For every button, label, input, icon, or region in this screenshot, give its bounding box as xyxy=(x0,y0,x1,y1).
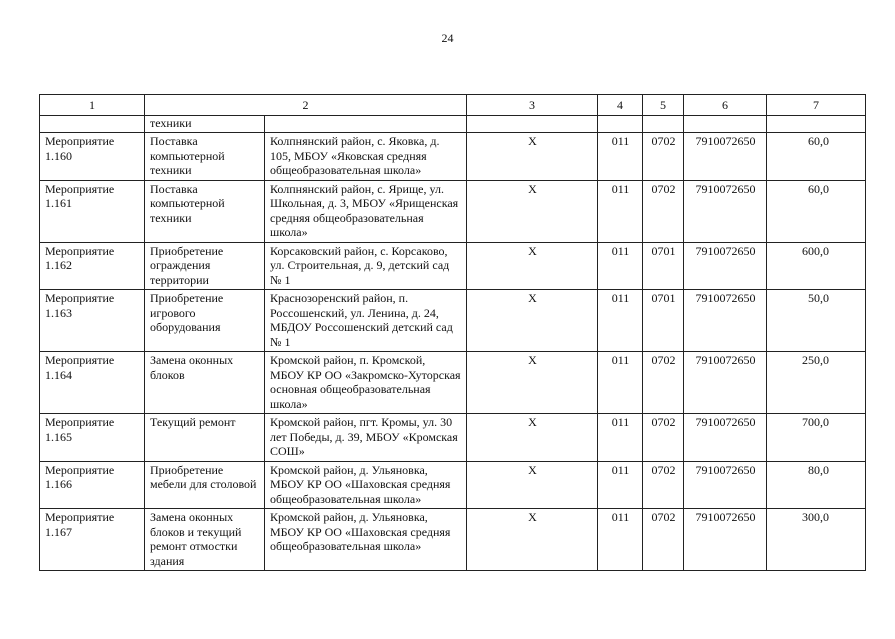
col5-cell: 0702 xyxy=(643,461,684,509)
continuation-text: техники xyxy=(145,116,265,133)
col5-cell: 0701 xyxy=(643,242,684,290)
table-row xyxy=(40,461,866,509)
event-cell: Мероприятие 1.165 xyxy=(40,414,145,462)
col4-cell: 011 xyxy=(598,242,643,290)
col5-cell: 0702 xyxy=(643,414,684,462)
location-cell: Кромской район, д. Ульяновка, МБОУ КР ОО «Шаховская средняя общеобразовательная школа» xyxy=(265,509,467,571)
header-col-7: 7 xyxy=(767,95,866,116)
page-number: 24 xyxy=(441,31,454,45)
header-col-3: 3 xyxy=(467,95,598,116)
col6-cell: 7910072650 xyxy=(684,242,767,290)
col4-cell: 011 xyxy=(598,414,643,462)
header-row xyxy=(40,95,866,116)
col7-cell: 300,0 xyxy=(767,509,866,571)
col6-cell: 7910072650 xyxy=(684,461,767,509)
col3-cell: X xyxy=(467,509,598,571)
col7-cell: 60,0 xyxy=(767,180,866,242)
event-cell: Мероприятие 1.161 xyxy=(40,180,145,242)
name-cell: Приобретение игрового оборудования xyxy=(145,290,265,352)
location-cell: Кромской район, пгт. Кромы, ул. 30 лет Победы, д. 39, МБОУ «Кромская СОШ» xyxy=(265,414,467,462)
col5-cell: 0701 xyxy=(643,290,684,352)
location-cell: Колпнянский район, с. Яковка, д. 105, МБОУ «Яковская средняя общеобразовательная школа» xyxy=(265,133,467,181)
col3-cell: X xyxy=(467,290,598,352)
col4-cell: 011 xyxy=(598,509,643,571)
col3-cell: X xyxy=(467,461,598,509)
event-cell: Мероприятие 1.167 xyxy=(40,509,145,571)
col5-cell: 0702 xyxy=(643,352,684,414)
header-col-6: 6 xyxy=(684,95,767,116)
table-row xyxy=(40,242,866,290)
col6-cell: 7910072650 xyxy=(684,414,767,462)
table-row xyxy=(40,509,866,571)
col5-cell: 0702 xyxy=(643,180,684,242)
col4-cell: 011 xyxy=(598,290,643,352)
col4-cell: 011 xyxy=(598,180,643,242)
table-row xyxy=(40,290,866,352)
location-cell: Корсаковский район, с. Корсаково, ул. Строительная, д. 9, детский сад № 1 xyxy=(265,242,467,290)
col4-cell: 011 xyxy=(598,133,643,181)
location-cell: Кромской район, д. Ульяновка, МБОУ КР ОО «Шаховская средняя общеобразовательная школа» xyxy=(265,461,467,509)
event-cell: Мероприятие 1.162 xyxy=(40,242,145,290)
header-col-1: 1 xyxy=(40,95,145,116)
continuation-row xyxy=(40,116,866,133)
header-col-5: 5 xyxy=(643,95,684,116)
col3-cell: X xyxy=(467,180,598,242)
col7-cell: 60,0 xyxy=(767,133,866,181)
col4-cell: 011 xyxy=(598,461,643,509)
location-cell: Кромской район, п. Кромской, МБОУ КР ОО «Закромско-Хуторская основная общеобразовательная школа» xyxy=(265,352,467,414)
location-cell: Колпнянский район, с. Ярище, ул. Школьная, д. 3, МБОУ «Ярищенская средняя общеобразовательная школа» xyxy=(265,180,467,242)
col6-cell: 7910072650 xyxy=(684,352,767,414)
table-row xyxy=(40,414,866,462)
col4-cell: 011 xyxy=(598,352,643,414)
table-row xyxy=(40,133,866,181)
event-cell: Мероприятие 1.163 xyxy=(40,290,145,352)
table-row xyxy=(40,352,866,414)
event-cell: Мероприятие 1.164 xyxy=(40,352,145,414)
location-cell: Краснозоренский район, п. Россошенский, ул. Ленина, д. 24, МБДОУ Россошенский детский сад № 1 xyxy=(265,290,467,352)
col7-cell: 700,0 xyxy=(767,414,866,462)
col3-cell: X xyxy=(467,133,598,181)
col7-cell: 80,0 xyxy=(767,461,866,509)
header-col-2: 2 xyxy=(145,95,467,116)
name-cell: Замена оконных блоков и текущий ремонт отмостки здания xyxy=(145,509,265,571)
name-cell: Поставка компьютерной техники xyxy=(145,180,265,242)
name-cell: Приобретение мебели для столовой xyxy=(145,461,265,509)
col3-cell: X xyxy=(467,242,598,290)
col6-cell: 7910072650 xyxy=(684,133,767,181)
col3-cell: X xyxy=(467,352,598,414)
col7-cell: 600,0 xyxy=(767,242,866,290)
col5-cell: 0702 xyxy=(643,509,684,571)
name-cell: Приобретение ограждения территории xyxy=(145,242,265,290)
col6-cell: 7910072650 xyxy=(684,509,767,571)
header-col-4: 4 xyxy=(598,95,643,116)
name-cell: Замена оконных блоков xyxy=(145,352,265,414)
name-cell: Текущий ремонт xyxy=(145,414,265,462)
table-row xyxy=(40,180,866,242)
col3-cell: X xyxy=(467,414,598,462)
name-cell: Поставка компьютерной техники xyxy=(145,133,265,181)
col5-cell: 0702 xyxy=(643,133,684,181)
event-cell: Мероприятие 1.160 xyxy=(40,133,145,181)
event-cell: Мероприятие 1.166 xyxy=(40,461,145,509)
budget-table xyxy=(39,94,866,571)
col6-cell: 7910072650 xyxy=(684,180,767,242)
col7-cell: 250,0 xyxy=(767,352,866,414)
col7-cell: 50,0 xyxy=(767,290,866,352)
col6-cell: 7910072650 xyxy=(684,290,767,352)
